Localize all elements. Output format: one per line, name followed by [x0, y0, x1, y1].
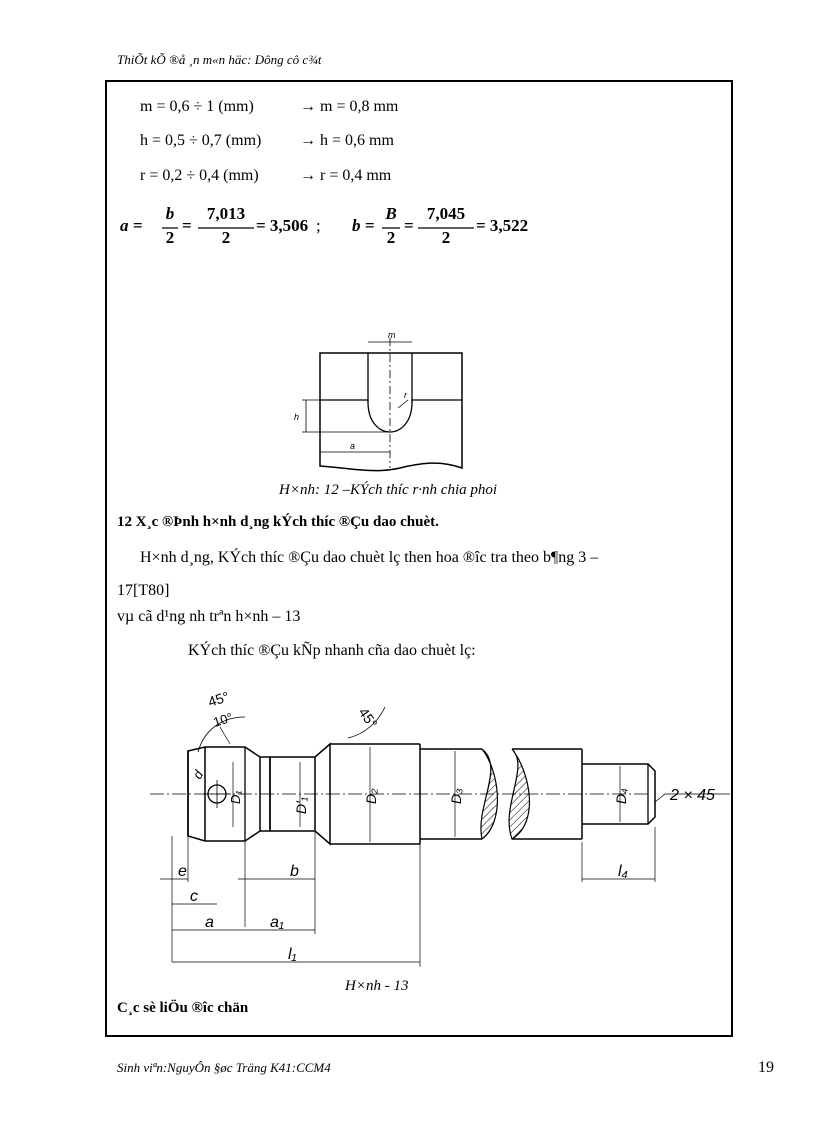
formula-separator: ;	[316, 216, 321, 235]
formula-a-den: 2	[165, 228, 175, 247]
fig13-label-D4: D₄	[613, 788, 629, 804]
fig12-label-r: r	[404, 390, 407, 400]
fig13-dim-a: a	[205, 914, 214, 931]
section-paragraph-1: H×nh d¸ng, KÝch thíc ®Çu dao chuèt lç then hoa ®îc tra theo b¶ng 3 –	[140, 549, 599, 566]
formula-b-num2: 7,045	[426, 204, 466, 223]
formula-a-eq: =	[182, 216, 192, 235]
fig13-angle-45-right: 45°	[355, 704, 381, 732]
fig13-angle-10: 10°	[211, 709, 235, 730]
formula-a-num2: 7,013	[206, 204, 246, 223]
section-paragraph-2: 17[T80]	[117, 582, 170, 599]
param-m-range: m = 0,6 ÷ 1 (mm)	[140, 98, 254, 115]
page-number: 19	[758, 1059, 774, 1076]
fraction-bars	[120, 204, 540, 254]
figure-12-caption: H×nh: 12 –KÝch thíc r·nh chia phoi	[279, 482, 498, 498]
section-paragraph-4: KÝch thíc ®Çu kÑp nhanh cña dao chuèt lç:	[188, 642, 476, 659]
figure-13-caption: H×nh - 13	[345, 978, 409, 994]
fig12-label-m: m	[388, 330, 396, 340]
param-m-choice: → m = 0,8 mm	[300, 98, 399, 115]
param-r-choice: → r = 0,4 mm	[300, 167, 392, 184]
formula-b-den2: 2	[441, 228, 451, 247]
fig13-angle-45-left: 45°	[205, 688, 232, 710]
param-r-range: r = 0,2 ÷ 0,4 (mm)	[140, 167, 259, 184]
fig13-dim-e: e	[178, 863, 187, 880]
fig13-dim-c: c	[190, 888, 198, 905]
closing-line: C¸c sè liÖu ®îc chän	[117, 1000, 249, 1016]
section-heading: 12 X¸c ®Þnh h×nh d¸ng kÝch thíc ®Çu dao chuèt.	[117, 514, 439, 530]
formula-b-den: 2	[386, 228, 396, 247]
formula-b-result: = 3,522	[476, 216, 529, 235]
fig13-label-D1-prime: D'₁	[293, 796, 309, 814]
formula-b-lhs: b =	[352, 216, 375, 235]
fig13-dim-a1: a₁	[270, 914, 284, 931]
formula-b-num: B	[385, 204, 397, 223]
fig13-label-D3: D₃	[448, 788, 464, 804]
fig13-dim-l1: l₁	[288, 946, 297, 963]
fig12-label-a: a	[350, 441, 356, 451]
formula-a-num: b	[165, 204, 175, 223]
formula-b-eq: =	[404, 216, 414, 235]
section-paragraph-3: vµ cã d¹ng nh trªn h×nh – 13	[117, 608, 301, 625]
fig13-chamfer-label: 2 × 45	[670, 787, 715, 804]
fig13-dim-b: b	[290, 863, 299, 880]
page-header: ThiÕt kÕ ®å ¸n m«n häc: Dông cô c¾t	[117, 52, 322, 67]
formula-a-den2: 2	[221, 228, 231, 247]
formula-a-result: = 3,506	[256, 216, 309, 235]
figure-12-groove-drawing	[280, 328, 500, 478]
fig13-label-d: d	[189, 767, 207, 782]
fig13-label-D1: D₁	[228, 790, 243, 804]
fig13-dim-l4: l₄	[618, 863, 628, 880]
param-h-choice: → h = 0,6 mm	[300, 132, 394, 149]
page-footer: Sinh viªn:NguyÔn §øc Träng K41:CCM4	[117, 1060, 331, 1075]
figure-13-broach-head-drawing	[120, 672, 740, 982]
fig12-label-h: h	[294, 412, 300, 422]
formula-a-lhs: a =	[120, 216, 143, 235]
param-h-range: h = 0,5 ÷ 0,7 (mm)	[140, 132, 262, 149]
fig13-label-D2: D₂	[363, 788, 379, 804]
formula	[120, 204, 540, 254]
